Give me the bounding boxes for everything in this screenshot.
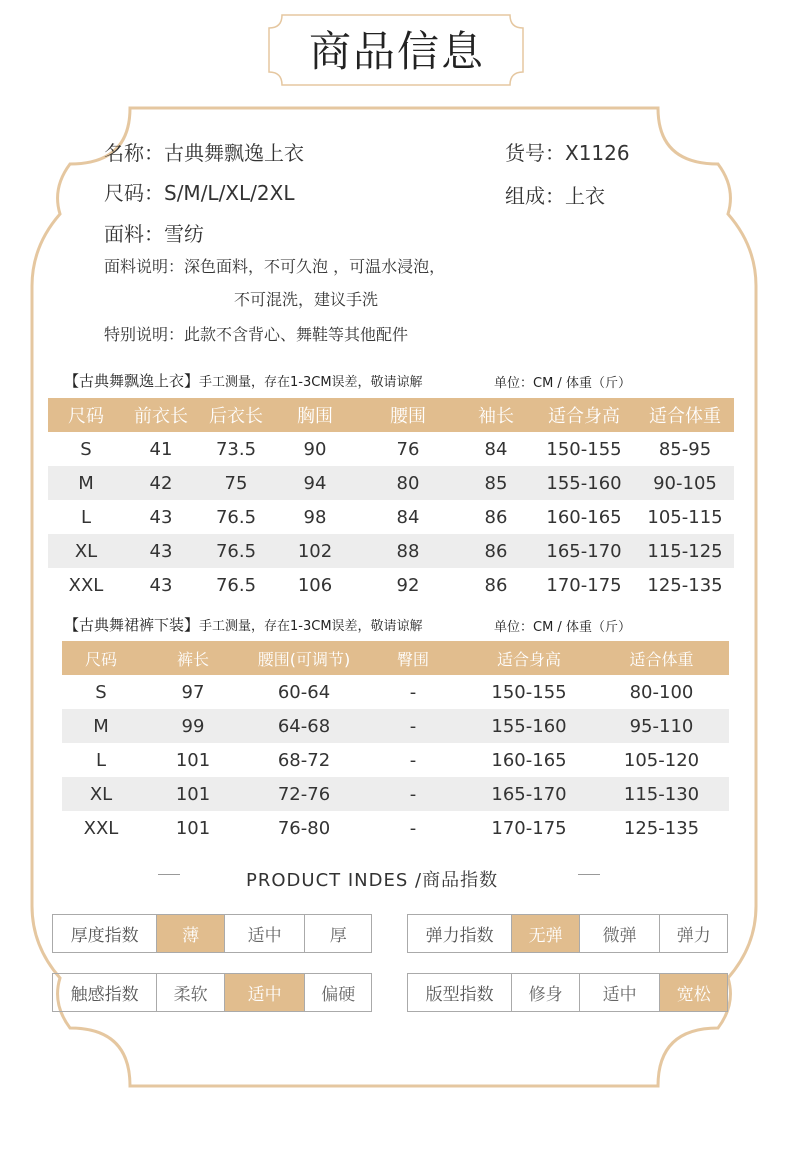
table-cell: 102 (274, 534, 356, 568)
table-row (48, 466, 734, 500)
top-table-note: 手工测量，存在1-3CM误差，敬请谅解 (199, 375, 423, 390)
table-cell: 76.5 (215, 506, 257, 528)
table-cell: 64-68 (246, 709, 362, 743)
table-cell: - (362, 709, 464, 743)
table-cell: XXL (68, 574, 104, 596)
table-cell: S (80, 438, 92, 460)
column-header: 尺码 (48, 398, 124, 432)
fit-label: 版型指数 (425, 985, 494, 1005)
bottom-table-note: 手工测量，存在1-3CM误差，敬请谅解 (199, 619, 423, 634)
divider-right (578, 874, 600, 875)
table-cell: 75 (198, 466, 274, 500)
table-cell: L (95, 749, 107, 771)
table-cell: 94 (274, 466, 356, 500)
table-cell: 76-80 (277, 817, 331, 839)
table-cell: 84 (484, 438, 508, 460)
table-cell: 170-175 (546, 574, 622, 596)
table-cell: 170-175 (491, 817, 567, 839)
table-cell: 76.5 (198, 534, 274, 568)
table-row (62, 675, 729, 709)
touch-label: 触感指数 (70, 985, 139, 1005)
size-range: 尺码：S/M/L/XL/2XL (104, 181, 295, 205)
table-cell: - (362, 777, 464, 811)
table-cell: 86 (484, 574, 508, 596)
table-cell: 155-160 (532, 466, 636, 500)
table-cell: 101 (140, 777, 246, 811)
table-cell: 41 (149, 438, 173, 460)
table-cell: 150-155 (491, 681, 567, 703)
table-cell: 80 (356, 466, 460, 500)
column-header: 胸围 (274, 398, 356, 432)
bottom-table-body (62, 675, 729, 845)
fabric: 面料：雪纺 (104, 222, 204, 246)
table-cell: 73.5 (215, 438, 257, 460)
column-header: 适合身高 (532, 398, 636, 432)
table-cell: S (95, 681, 107, 703)
touch-index (52, 973, 372, 1012)
table-cell: XL (62, 777, 140, 811)
table-row (48, 432, 734, 466)
thickness-index (52, 914, 372, 953)
table-row (62, 777, 729, 811)
column-header: 腰围 (356, 398, 460, 432)
fabric-note-line1: 面料说明：深色面料，不可久泡 ，可温水浸泡， (104, 257, 446, 276)
table-cell: 84 (396, 506, 420, 528)
table-cell: M (62, 709, 140, 743)
table-cell: 43 (124, 534, 198, 568)
table-cell: 160-165 (491, 749, 567, 771)
table-cell: 42 (124, 466, 198, 500)
table-cell: 68-72 (277, 749, 331, 771)
fit-option: 适中 (579, 974, 660, 1011)
column-header: 后衣长 (198, 398, 274, 432)
table-cell: 95-110 (594, 709, 729, 743)
fit-index (407, 973, 728, 1012)
top-table-title: 【古典舞飘逸上衣】 (64, 372, 200, 390)
table-cell: 101 (175, 817, 211, 839)
special-note: 特别说明：此款不含背心、舞鞋等其他配件 (104, 325, 409, 344)
table-cell: 165-170 (464, 777, 594, 811)
column-header: 腰围(可调节) (246, 641, 362, 675)
table-cell: 88 (356, 534, 460, 568)
table-cell: 101 (175, 749, 211, 771)
table-cell: 72-76 (246, 777, 362, 811)
touch-option: 适中 (224, 974, 305, 1011)
table-row (48, 568, 734, 602)
table-cell: 80-100 (629, 681, 694, 703)
table-cell: - (409, 681, 417, 703)
divider-left (158, 874, 180, 875)
table-cell: 105-120 (623, 749, 700, 771)
top-table-heading (64, 370, 423, 391)
table-cell: 98 (303, 506, 327, 528)
fit-option: 修身 (511, 974, 579, 1011)
table-cell: 99 (140, 709, 246, 743)
elasticity-index (407, 914, 728, 953)
table-cell: 92 (396, 574, 420, 596)
table-cell: 115-130 (594, 777, 729, 811)
column-header: 臀围 (362, 641, 464, 675)
table-row (62, 743, 729, 777)
table-row (48, 534, 734, 568)
table-header-row (62, 641, 729, 675)
product-name: 名称：古典舞飘逸上衣 (104, 141, 304, 165)
table-cell: 85 (460, 466, 532, 500)
table-cell: - (409, 749, 417, 771)
column-header: 前衣长 (124, 398, 198, 432)
table-cell: 86 (460, 534, 532, 568)
table-cell: 60-64 (277, 681, 331, 703)
index-title: PRODUCT INDES /商品指数 (246, 870, 499, 891)
column-header: 适合体重 (594, 641, 729, 675)
top-size-table (48, 398, 734, 602)
bottom-table-title: 【古典舞裙裤下装】 (64, 616, 200, 634)
table-row (48, 500, 734, 534)
column-header: 袖长 (460, 398, 532, 432)
elasticity-option: 微弹 (579, 915, 660, 952)
table-row (62, 709, 729, 743)
column-header: 适合身高 (464, 641, 594, 675)
table-cell: 76.5 (215, 574, 257, 596)
table-cell: 155-160 (464, 709, 594, 743)
table-cell: 160-165 (546, 506, 622, 528)
fit-option: 宽松 (659, 974, 727, 1011)
thickness-label: 厚度指数 (70, 926, 139, 946)
top-table-body (48, 432, 734, 602)
table-cell: 150-155 (546, 438, 622, 460)
elasticity-label: 弹力指数 (425, 926, 494, 946)
table-cell: 76 (396, 438, 420, 460)
table-cell: 86 (484, 506, 508, 528)
page-title: 商品信息 (308, 27, 485, 76)
table-cell: L (80, 506, 92, 528)
table-cell: XL (48, 534, 124, 568)
table-cell: 125-135 (623, 817, 700, 839)
table-cell: 43 (149, 506, 173, 528)
table-cell: 97 (181, 681, 205, 703)
column-header: 尺码 (62, 641, 140, 675)
bottom-size-table (62, 641, 729, 845)
thickness-option: 厚 (304, 915, 371, 952)
table-row (62, 811, 729, 845)
thickness-option: 适中 (224, 915, 305, 952)
table-cell: 106 (297, 574, 333, 596)
table-cell: 90-105 (636, 466, 734, 500)
table-cell: 85-95 (658, 438, 712, 460)
item-number: 货号：X1126 (505, 141, 630, 165)
table-cell: 43 (149, 574, 173, 596)
touch-option: 偏硬 (304, 974, 371, 1011)
table-cell: 105-115 (647, 506, 723, 528)
thickness-option: 薄 (156, 915, 224, 952)
fabric-note-line2: 不可混洗，建议手洗 (234, 290, 379, 309)
table-header-row (48, 398, 734, 432)
table-cell: 115-125 (636, 534, 734, 568)
composition: 组成：上衣 (505, 184, 605, 208)
top-table-unit: 单位：CM / 体重（斤） (494, 376, 631, 391)
elasticity-option: 弹力 (659, 915, 727, 952)
table-cell: XXL (83, 817, 119, 839)
column-header: 适合体重 (636, 398, 734, 432)
bottom-table-heading (64, 614, 423, 635)
column-header: 裤长 (140, 641, 246, 675)
table-cell: 165-170 (532, 534, 636, 568)
table-cell: 125-135 (647, 574, 723, 596)
table-cell: - (409, 817, 417, 839)
touch-option: 柔软 (156, 974, 224, 1011)
table-cell: 90 (303, 438, 327, 460)
table-cell: M (48, 466, 124, 500)
bottom-table-unit: 单位：CM / 体重（斤） (494, 620, 631, 635)
elasticity-option: 无弹 (511, 915, 579, 952)
